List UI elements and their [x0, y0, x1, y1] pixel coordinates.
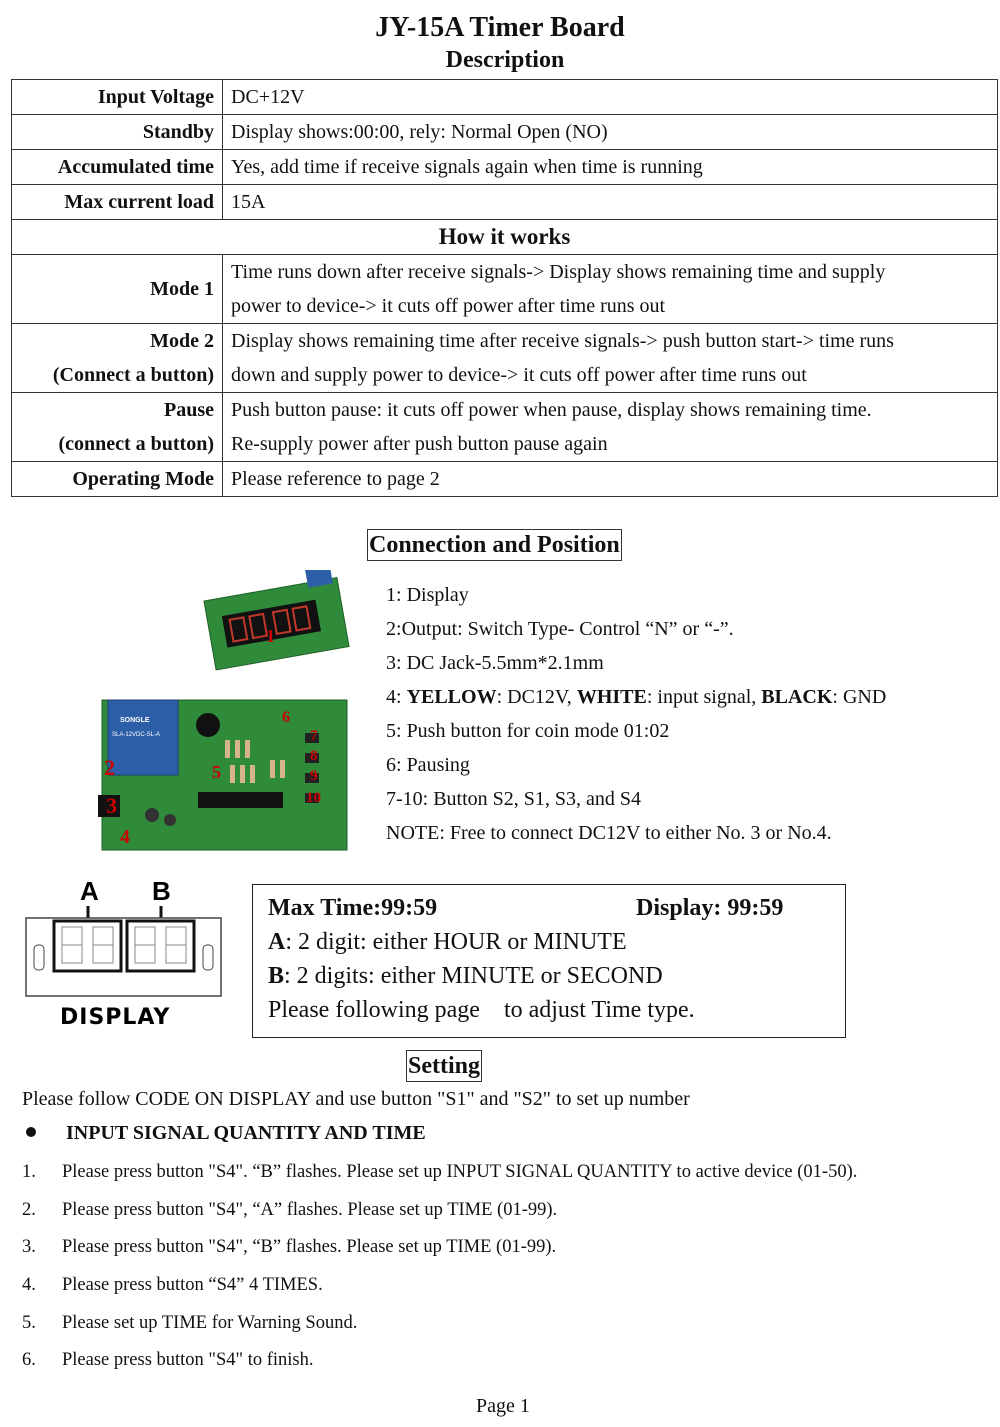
document-title: JY-15A Timer Board [375, 12, 625, 43]
display-diagram [20, 870, 230, 1040]
row-value: Display shows:00:00, rely: Normal Open (NO) [223, 115, 998, 150]
list-item: 6: Pausing [386, 754, 470, 776]
value-line: Display shows remaining time after receive signals-> push button start-> time runs [231, 330, 894, 352]
max-time-label: Max Time:99:59 [268, 895, 438, 921]
table-row [12, 115, 998, 150]
svg-text:4: 4 [120, 826, 130, 848]
list-item: 4: YELLOW: DC12V, WHITE: input signal, BLACK: GND [386, 686, 887, 708]
list-item: 2:Output: Switch Type- Control “N” or “-”. [386, 618, 734, 640]
step-item: 1. Please press button "S4". “B” flashes. Please set up INPUT SIGNAL QUANTITY to active device (01-50). [22, 1162, 858, 1182]
label-line: (connect a button) [58, 433, 214, 455]
table-row [12, 255, 998, 324]
svg-text:SLA-12VDC-SL-A: SLA-12VDC-SL-A [112, 732, 161, 738]
table-row [12, 80, 998, 115]
setting-steps [22, 1162, 857, 1388]
svg-text:10: 10 [306, 790, 321, 806]
row-label [12, 255, 223, 324]
step-item: 2. Please press button "S4", “A” flashes. Please set up TIME (01-99). [22, 1199, 558, 1220]
seven-segment-display-icon [20, 870, 230, 1040]
list-item: 5: Push button for coin mode 01:02 [386, 720, 670, 742]
table-row [12, 185, 998, 220]
list-item: 1: Display [386, 584, 469, 606]
svg-text:DISPLAY: DISPLAY [60, 1005, 171, 1030]
description-heading: Description [445, 47, 565, 73]
a-description: A: 2 digit: either HOUR or MINUTE [268, 929, 627, 955]
svg-text:SONGLE: SONGLE [120, 717, 150, 724]
time-info-box [252, 884, 846, 1038]
value-line: Re-supply power after push button pause again [231, 433, 608, 455]
step-item: 4. Please press button “S4” 4 TIMES. [22, 1275, 323, 1296]
table-row [12, 324, 998, 393]
bullet-dot-icon [26, 1127, 36, 1137]
list-item: 7-10: Button S2, S1, S3, and S4 [386, 788, 642, 810]
svg-text:9: 9 [310, 768, 318, 784]
row-value: 15A [223, 185, 998, 220]
table-row [12, 393, 998, 462]
display-value-label: Display: 99:59 [636, 895, 784, 921]
bullet-heading: INPUT SIGNAL QUANTITY AND TIME [22, 1122, 426, 1145]
adjust-note: Please following page to adjust Time type. [268, 997, 695, 1023]
step-item: 5. Please set up TIME for Warning Sound. [22, 1312, 358, 1333]
svg-text:7: 7 [310, 728, 318, 744]
row-value: DC+12V [223, 80, 998, 115]
svg-text:5: 5 [212, 762, 221, 782]
connection-heading: Connection and Position [367, 529, 622, 561]
row-label: Operating Mode [12, 462, 223, 497]
value-line: Push button pause: it cuts off power when pause, display shows remaining time. [231, 399, 872, 421]
svg-text:6: 6 [282, 709, 290, 726]
spec-table [11, 79, 998, 497]
section-header-row [12, 220, 998, 255]
row-label [12, 324, 223, 393]
svg-text:3: 3 [106, 793, 117, 818]
table-row [12, 150, 998, 185]
row-label [12, 393, 223, 462]
label-line: Mode 2 [150, 330, 214, 352]
svg-text:2: 2 [104, 755, 115, 780]
row-value: Please reference to page 2 [223, 462, 998, 497]
svg-text:1: 1 [266, 626, 275, 646]
list-item: 3: DC Jack-5.5mm*2.1mm [386, 652, 604, 674]
row-value [223, 255, 998, 324]
value-line: Time runs down after receive signals-> Display shows remaining time and supply [231, 261, 886, 283]
value-line: down and supply power to device-> it cuts off power after time runs out [231, 364, 807, 386]
svg-text:8: 8 [310, 748, 318, 764]
row-label: Input Voltage [12, 80, 223, 115]
board-photo [90, 570, 355, 855]
connection-list [386, 580, 886, 852]
setting-heading: Setting [406, 1050, 482, 1082]
page-number: Page 1 [476, 1395, 530, 1417]
step-item: 3. Please press button "S4", “B” flashes. Please set up TIME (01-99). [22, 1237, 557, 1258]
row-value: Yes, add time if receive signals again when time is running [223, 150, 998, 185]
svg-text:B: B [152, 876, 171, 906]
b-description: B: 2 digits: either MINUTE or SECOND [268, 963, 663, 989]
timer-board-illustration [90, 570, 355, 855]
label-line: Mode 1 [150, 278, 214, 300]
value-line: power to device-> it cuts off power after time runs out [231, 295, 666, 317]
setting-intro: Please follow CODE ON DISPLAY and use button "S1" and "S2" to set up number [22, 1088, 690, 1110]
row-label: Accumulated time [12, 150, 223, 185]
row-value [223, 393, 998, 462]
row-value [223, 324, 998, 393]
svg-text:A: A [80, 876, 99, 906]
row-label: Max current load [12, 185, 223, 220]
label-line: (Connect a button) [52, 364, 214, 386]
how-it-works-heading: How it works [12, 220, 998, 255]
table-row [12, 462, 998, 497]
list-item: NOTE: Free to connect DC12V to either No. 3 or No.4. [386, 822, 832, 844]
row-label: Standby [12, 115, 223, 150]
label-line: Pause [164, 399, 214, 421]
step-item: 6. Please press button "S4" to finish. [22, 1350, 314, 1371]
